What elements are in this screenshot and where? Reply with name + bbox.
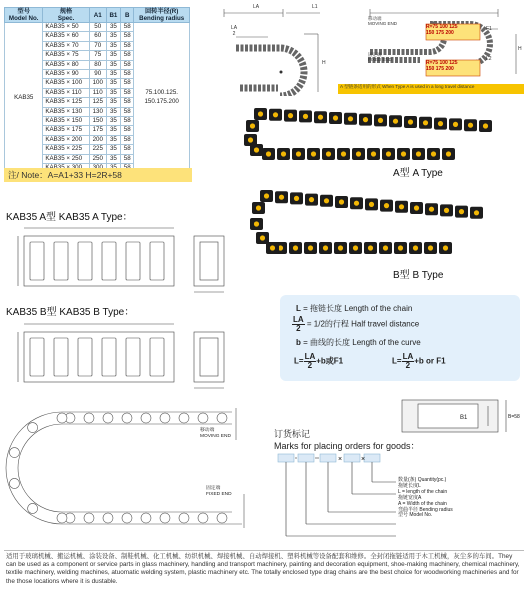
l2-label: L2 — [486, 56, 492, 62]
chain-pin — [254, 147, 259, 152]
chain-pin — [354, 201, 359, 206]
table-cell: 35 — [106, 60, 120, 69]
table-cell: 225 — [89, 145, 106, 154]
table-cell: 58 — [121, 41, 134, 50]
table-cell: KAB35 × 110 — [43, 88, 89, 97]
chain-pin — [363, 117, 368, 122]
link-window — [78, 338, 92, 376]
order-item: 拖链长度L — [398, 482, 421, 489]
chain-pin — [474, 210, 479, 215]
chain-pin — [266, 151, 271, 156]
table-cell: KAB35 × 125 — [43, 98, 89, 107]
table-cell: KAB35 × 100 — [43, 79, 89, 88]
table-cell: KAB35 × 50 — [43, 23, 89, 32]
chain-pin — [273, 112, 278, 117]
table-cell: 58 — [121, 135, 134, 144]
table-cell: 58 — [121, 107, 134, 116]
moving-end-label: 移动端 MOVING END — [368, 16, 398, 26]
chain-pin — [339, 199, 344, 204]
table-cell: 200 — [89, 135, 106, 144]
formula-en: L= $\frac{LA}{2}$ +b or F1 — [392, 352, 446, 370]
svg-text:B=58: B=58 — [508, 414, 520, 420]
table-cell: 35 — [106, 154, 120, 163]
link-window — [30, 338, 44, 376]
table-cell: 80 — [89, 60, 106, 69]
chain-pin — [368, 245, 373, 250]
chain-pin — [429, 207, 434, 212]
table-cell: 58 — [121, 51, 134, 60]
bend-pivot — [103, 413, 113, 423]
table-cell: 250 — [89, 154, 106, 163]
header-b: B — [121, 8, 134, 23]
bend-pivot — [179, 413, 189, 423]
chain-pin — [398, 245, 403, 250]
chain-pin — [428, 245, 433, 250]
bend-fixed-end: 固定端 FIXED END — [206, 486, 232, 497]
chain-pin — [308, 245, 313, 250]
l1-label: L1 — [312, 4, 318, 10]
model-cell: KAB35 — [5, 23, 43, 174]
header-a1: A1 — [89, 8, 106, 23]
order-item: 数量(条) Quantity(pc.) — [398, 477, 447, 483]
svg-text:×: × — [361, 456, 366, 463]
table-cell: 110 — [89, 88, 106, 97]
bend-pivot — [122, 513, 132, 523]
link-window — [30, 242, 44, 280]
bending-drawing — [4, 394, 254, 542]
table-cell: 150 — [89, 117, 106, 126]
chain-pin — [356, 151, 361, 156]
chain-pin — [483, 123, 488, 128]
order-item: 弯曲半径 Bending radius — [398, 506, 453, 513]
formula-note: 注/ Note：A=A1+33 H=2R+58 — [4, 168, 192, 182]
header-model: 型号 Model No. — [5, 8, 43, 23]
link-window — [102, 338, 116, 376]
bend-moving-end: 移动端 MOVING END — [200, 428, 231, 439]
bend-pivot — [84, 413, 94, 423]
bend-pivot — [217, 413, 227, 423]
h-label-left: H — [322, 60, 326, 66]
chain-pin — [250, 123, 255, 128]
svg-text:B1: B1 — [460, 415, 468, 421]
chain-pin — [443, 245, 448, 250]
chain-pin — [270, 245, 275, 250]
table-cell: 35 — [106, 41, 120, 50]
chain-pin — [294, 196, 299, 201]
table-cell: 35 — [106, 117, 120, 126]
chain-pin — [258, 111, 263, 116]
link-window — [78, 242, 92, 280]
table-cell: KAB35 × 90 — [43, 70, 89, 79]
order-item: 拖链宽度A — [398, 494, 422, 501]
header-spec: 规格 Spec. — [43, 8, 89, 23]
table-cell: 35 — [106, 32, 120, 41]
link-window — [150, 242, 164, 280]
link-window — [102, 242, 116, 280]
chain-pin — [468, 123, 473, 128]
f1-label: F1 — [486, 26, 492, 32]
table-cell: 58 — [121, 70, 134, 79]
table-cell: KAB35 × 250 — [43, 154, 89, 163]
chain-pin — [254, 221, 259, 226]
chain-pin — [333, 115, 338, 120]
legend-l: L = 拖链长度 Length of the chain — [296, 304, 413, 313]
legend-box — [280, 295, 520, 381]
chain-pin — [378, 118, 383, 123]
bend-pivot — [57, 513, 67, 523]
table-cell: 35 — [106, 79, 120, 88]
header-radius: 回转半径(R) Bending radius — [134, 8, 190, 23]
bend-pivot — [141, 513, 151, 523]
chain-pin — [256, 205, 261, 210]
legend-b: b = 曲线的长度 Length of the curve — [296, 338, 421, 347]
type-b-label: B型 B Type — [393, 270, 444, 281]
section-a-title: KAB35 A型 KAB35 A Type： — [6, 212, 133, 223]
chain-pin — [293, 245, 298, 250]
chain-pin — [303, 114, 308, 119]
chain-pin — [444, 208, 449, 213]
bend-pivot — [103, 513, 113, 523]
bend-pivot — [198, 413, 208, 423]
order-item: 型号 Model No. — [398, 512, 433, 519]
chain-pin — [326, 151, 331, 156]
link-window — [54, 242, 68, 280]
table-cell: 35 — [106, 23, 120, 32]
chain-pin — [279, 195, 284, 200]
table-cell: 100 — [89, 79, 106, 88]
table-cell: KAB35 × 130 — [43, 107, 89, 116]
bend-pivot — [141, 413, 151, 423]
chain-pin — [353, 245, 358, 250]
chain-pin — [348, 116, 353, 121]
table-cell: 125 — [89, 98, 106, 107]
chain-pin — [393, 119, 398, 124]
section-b-title: KAB35 B型 KAB35 B Type： — [6, 307, 135, 318]
chain-pin — [408, 119, 413, 124]
table-cell: KAB35 × 200 — [43, 135, 89, 144]
table-cell: 58 — [121, 23, 134, 32]
table-cell: 75 — [89, 51, 106, 60]
table-cell: 50 — [89, 23, 106, 32]
footer-divider — [4, 550, 524, 551]
chain-pin — [264, 193, 269, 198]
table-cell: 60 — [89, 32, 106, 41]
radius-top: R=75 100 125 150 175 200 — [426, 24, 458, 36]
header-b1: B1 — [106, 8, 120, 23]
chain-pin — [413, 245, 418, 250]
table-cell: 58 — [121, 154, 134, 163]
la-label: LA — [253, 4, 260, 10]
bend-pivot — [57, 413, 67, 423]
table-cell: 35 — [106, 88, 120, 97]
table-cell: 58 — [121, 79, 134, 88]
travel-diagram — [198, 4, 524, 96]
table-cell: 35 — [106, 126, 120, 135]
table-cell: 70 — [89, 41, 106, 50]
table-cell: 35 — [106, 135, 120, 144]
bend-pivot — [9, 448, 19, 458]
table-cell: 175 — [89, 126, 106, 135]
legend-la: $\frac{LA}{2}$ = 1/2的行程 Half travel distance — [293, 315, 420, 333]
formula-cn: L= $\frac{LA}{2}$ +b或F1 — [294, 352, 344, 370]
table-cell: 35 — [106, 145, 120, 154]
chain-pin — [369, 202, 374, 207]
chain-pin — [324, 198, 329, 203]
table-cell: 130 — [89, 107, 106, 116]
bend-pivot — [9, 478, 19, 488]
la2-label: LA 2 — [231, 25, 238, 37]
bend-pivot — [160, 513, 170, 523]
chain-pin — [423, 120, 428, 125]
bend-pivot — [160, 413, 170, 423]
radius-bottom: R=75 100 125 150 175 200 — [426, 60, 458, 72]
chain-pin — [414, 205, 419, 210]
table-cell: 35 — [106, 70, 120, 79]
table-cell: 58 — [121, 60, 134, 69]
table-cell: KAB35 × 80 — [43, 60, 89, 69]
table-cell: KAB35 × 150 — [43, 117, 89, 126]
table-cell: 58 — [121, 126, 134, 135]
table-cell: KAB35 × 225 — [43, 145, 89, 154]
link-window — [54, 338, 68, 376]
table-row — [5, 23, 190, 32]
table-cell: 90 — [89, 70, 106, 79]
table-cell: 35 — [106, 107, 120, 116]
link-window — [126, 242, 140, 280]
chain-pin — [401, 151, 406, 156]
table-cell: KAB35 × 70 — [43, 41, 89, 50]
chain-pin — [296, 151, 301, 156]
bend-pivot — [84, 513, 94, 523]
chain-pin — [399, 204, 404, 209]
link-window — [126, 338, 140, 376]
bend-pivot — [198, 513, 208, 523]
chain-b-image — [244, 186, 514, 274]
chain-pin — [384, 203, 389, 208]
order-title-cn: 订货标记 — [274, 429, 311, 439]
table-cell: 58 — [121, 32, 134, 41]
chain-pin — [416, 151, 421, 156]
link-window — [150, 338, 164, 376]
order-item: A = Width of the chain — [398, 500, 447, 507]
table-cell: KAB35 × 75 — [43, 51, 89, 60]
radius-cell: 75.100.125. 150.175.200 — [134, 23, 190, 174]
table-cell: 58 — [121, 98, 134, 107]
bend-pivot — [217, 513, 227, 523]
chain-pin — [260, 235, 265, 240]
fixed-end-label: 固定端 FIXED END — [368, 52, 393, 62]
table-cell: 58 — [121, 88, 134, 97]
table-cell: KAB35 × 175 — [43, 126, 89, 135]
chain-pin — [383, 245, 388, 250]
chain-pin — [386, 151, 391, 156]
order-item: L = length of the chain — [398, 488, 448, 495]
table-cell: 35 — [106, 98, 120, 107]
order-items — [398, 478, 453, 519]
chain-pin — [288, 113, 293, 118]
chain-pin — [431, 151, 436, 156]
table-cell: 58 — [121, 117, 134, 126]
travel-caption: A 型链条适用的形式 When Type A is used in a long travel distance — [340, 84, 475, 89]
chain-pin — [438, 121, 443, 126]
table-cell: 58 — [121, 145, 134, 154]
chain-pin — [318, 115, 323, 120]
chain-pin — [281, 151, 286, 156]
table-cell: 35 — [106, 51, 120, 60]
chain-pin — [248, 137, 253, 142]
order-code-diagram — [276, 452, 396, 542]
chain-pin — [309, 197, 314, 202]
svg-text:×: × — [338, 456, 343, 463]
chain-pin — [341, 151, 346, 156]
bend-pivot — [28, 503, 38, 513]
chain-pin — [446, 151, 451, 156]
chain-pin — [338, 245, 343, 250]
chain-pin — [311, 151, 316, 156]
spec-table — [4, 7, 190, 174]
footer-text: 适用于玻璃机械、搬运机械、涂装设备、制鞋机械、化工机械、纺织机械、焊接机械、自动焊接机、塑料机械等设备配套和维修。全封闭拖链适用于木工机械，灰尘多的车间。They can be used as a component or service parts in glass machinery, handling and transport machinery, painting and decoration equipment, shoe-making machinery, chemical machinery, textile machinery, welding machines, atuomatic welding system, plastic machinery etc. The totally enclosed type drag chains are the best choice for woodworking machineries and for the those locations where it is dustable. — [6, 553, 520, 585]
section-b-drawing — [14, 318, 230, 392]
chain-pin — [459, 209, 464, 214]
bend-pivot — [122, 413, 132, 423]
order-title-en: Marks for placing orders for goods： — [274, 441, 420, 451]
chain-pin — [371, 151, 376, 156]
type-a-label: A型 A Type — [393, 168, 443, 179]
bend-pivot — [179, 513, 189, 523]
h-label-right: H — [518, 46, 522, 52]
chain-pin — [323, 245, 328, 250]
cross-section — [398, 394, 524, 440]
table-cell: KAB35 × 60 — [43, 32, 89, 41]
chain-pin — [453, 122, 458, 127]
bend-pivot — [28, 423, 38, 433]
section-a-drawing — [14, 222, 230, 296]
chain-a-image — [240, 100, 510, 182]
